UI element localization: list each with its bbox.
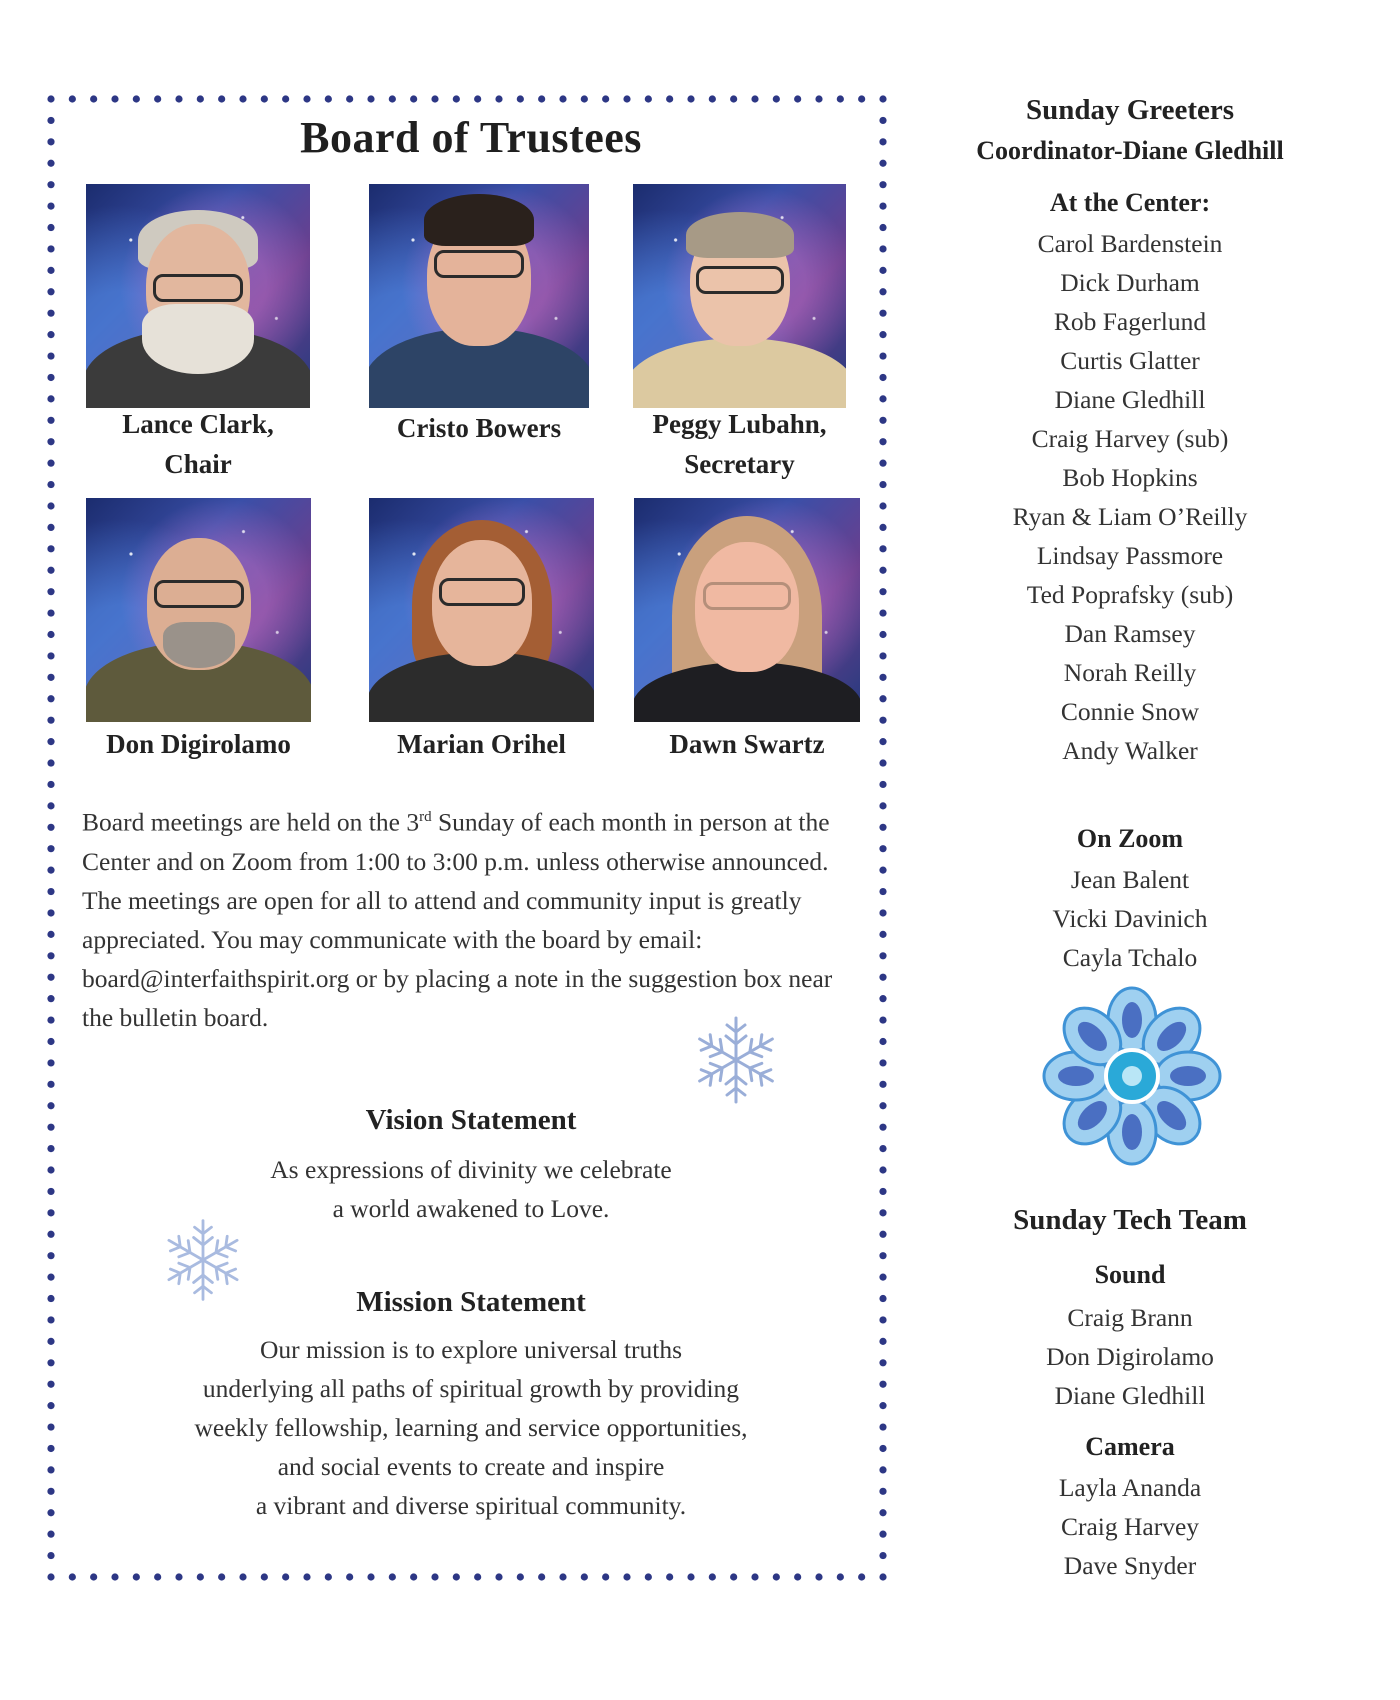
zoom-names-list [940, 860, 1320, 977]
list-item: Andy Walker [1062, 736, 1198, 765]
list-item: Connie Snow [1060, 697, 1200, 726]
list-item: Don Digirolamo [1046, 1342, 1214, 1371]
list-item: Lindsay Passmore [1036, 541, 1224, 570]
center-names-list [940, 224, 1320, 770]
vision-text: As expressions of divinity we celebrate a world awakened to Love. [270, 1155, 672, 1223]
mission-text: Our mission is to explore universal truths underlying all paths of spiritual growth by providing weekly fellowship, learning and service opportunities, and social events to create and inspire a vibrant and diverse spiritual community. [194, 1335, 748, 1520]
greeters-coordinator: Coordinator-Diane Gledhill [976, 136, 1284, 165]
camera-names-list [940, 1468, 1320, 1585]
photo-peggy-lubahn [633, 184, 846, 408]
list-item: Rob Fagerlund [1053, 307, 1207, 336]
list-item: Dan Ramsey [1064, 619, 1196, 648]
list-item: Dave Snyder [1063, 1551, 1197, 1580]
zoom-label: On Zoom [1076, 824, 1184, 853]
list-item: Vicki Davinich [1052, 904, 1208, 933]
tech-title: Sunday Tech Team [1013, 1204, 1247, 1236]
photo-lance-clark [86, 184, 310, 408]
photo-don-digirolamo [86, 498, 311, 722]
list-item: Curtis Glatter [1060, 346, 1200, 375]
list-item: Layla Ananda [1058, 1473, 1202, 1502]
center-label: At the Center: [1049, 188, 1211, 217]
list-item: Craig Harvey (sub) [1031, 424, 1229, 453]
list-item: Craig Harvey [1060, 1512, 1200, 1541]
photo-dawn-swartz [634, 498, 860, 722]
name-peggy-lubahn: Peggy Lubahn, Secretary [652, 409, 827, 479]
list-item: Ted Poprafsky (sub) [1026, 580, 1234, 609]
list-item: Bob Hopkins [1062, 463, 1198, 492]
photo-cristo-bowers [369, 184, 589, 408]
list-item: Cayla Tchalo [1062, 943, 1198, 972]
name-lance-clark: Lance Clark, Chair [122, 409, 274, 479]
board-title: Board of Trustees [300, 113, 642, 162]
list-item: Craig Brann [1067, 1303, 1193, 1332]
meeting-paragraph: Board meetings are held on the 3rd Sunday of each month in person at the Center and on Zoom from 1:00 to 3:00 p.m. unless otherwise announced. The meetings are open for all to attend and community input is greatly appreciated. You may communicate with the board by email: board@interfaithspirit.org or by placing a note in the suggestion box near the bulletin board. [82, 807, 833, 1032]
greeters-title: Sunday Greeters [1025, 94, 1235, 126]
photo-marian-orihel [369, 498, 594, 722]
mandala-icon [1040, 984, 1224, 1168]
camera-label: Camera [1085, 1432, 1175, 1461]
name-cristo-bowers: Cristo Bowers [396, 413, 562, 443]
list-item: Norah Reilly [1063, 658, 1197, 687]
vision-title: Vision Statement [365, 1104, 577, 1136]
list-item: Ryan & Liam O’Reilly [1012, 502, 1248, 531]
name-don-digirolamo: Don Digirolamo [106, 729, 291, 759]
list-item: Diane Gledhill [1054, 385, 1206, 414]
name-dawn-swartz: Dawn Swartz [669, 729, 825, 759]
list-item: Dick Durham [1060, 268, 1200, 297]
mission-title: Mission Statement [356, 1286, 586, 1318]
list-item: Carol Bardenstein [1037, 229, 1223, 258]
sound-label: Sound [1094, 1260, 1166, 1289]
name-marian-orihel: Marian Orihel [397, 729, 566, 759]
sound-names-list [940, 1298, 1320, 1415]
list-item: Jean Balent [1070, 865, 1190, 894]
snowflake-icon [688, 1012, 784, 1108]
list-item: Diane Gledhill [1054, 1381, 1206, 1410]
